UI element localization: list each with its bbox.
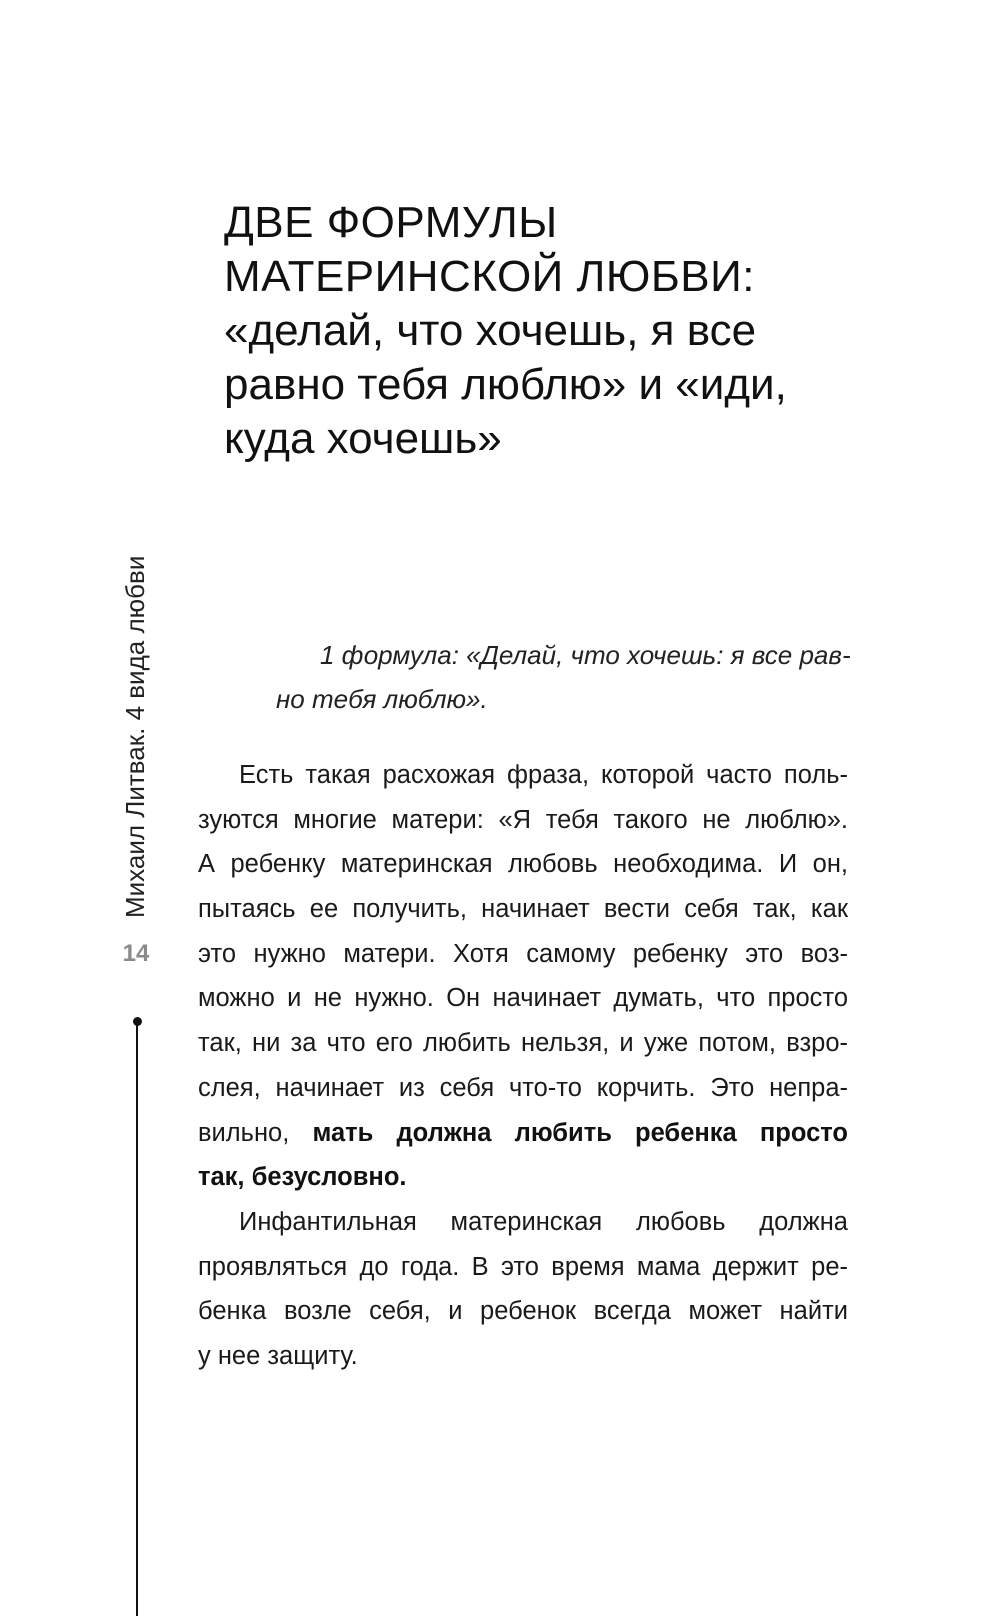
text-fragment: вильно,	[198, 1118, 290, 1147]
text-line: у нее защиту.	[198, 1341, 358, 1370]
text-line: можно и не нужно. Он начинает думать, что просто	[198, 984, 848, 1013]
text-line: Есть такая расхожая фраза, которой часто поль-	[239, 761, 848, 789]
epigraph	[276, 633, 851, 721]
heading-subtitle-line: равно тебя люблю» и «иди,	[224, 360, 787, 409]
running-title: Михаил Литвак. 4 вида любви	[120, 555, 150, 918]
text-line: Инфантильная материнская любовь должна	[239, 1207, 848, 1236]
epigraph-line: 1 формула: «Делай, что хочешь: я все рав-	[320, 640, 851, 670]
text-line: А ребенку материнская любовь необходима. И он,	[198, 850, 848, 879]
page-number: 14	[122, 940, 150, 967]
text-line: так, ни за что его любить нельзя, и уже потом, взро-	[198, 1029, 848, 1058]
emphasis-text: мать должна любить ребенка просто	[312, 1118, 848, 1147]
heading-line: ДВЕ ФОРМУЛЫ	[224, 198, 558, 247]
heading-subtitle-line: куда хочешь»	[224, 414, 502, 463]
text-line: проявляться до года. В это время мама держит ре-	[198, 1252, 848, 1281]
margin-rule	[136, 1022, 138, 1616]
text-line: это нужно матери. Хотя самому ребенку это воз-	[198, 939, 848, 968]
text-line: бенка возле себя, и ребенок всегда может найти	[198, 1297, 848, 1326]
text-line: слея, начинает из себя что-то корчить. Это непра-	[198, 1073, 848, 1102]
heading-subtitle-line: «делай, что хочешь, я все	[224, 306, 757, 355]
epigraph-line: но тебя люблю».	[276, 684, 488, 714]
text-line	[198, 1111, 848, 1156]
chapter-heading	[224, 196, 864, 466]
text-line: зуются многие матери: «Я тебя такого не люблю».	[198, 805, 848, 834]
text-line	[198, 1155, 848, 1200]
emphasis-text: так, безусловно.	[198, 1163, 407, 1192]
text-line: пытаясь ее получить, начинает вести себя так, как	[198, 895, 848, 924]
body-text	[198, 753, 848, 1379]
heading-line: МАТЕРИНСКОЙ ЛЮБВИ:	[224, 252, 755, 301]
